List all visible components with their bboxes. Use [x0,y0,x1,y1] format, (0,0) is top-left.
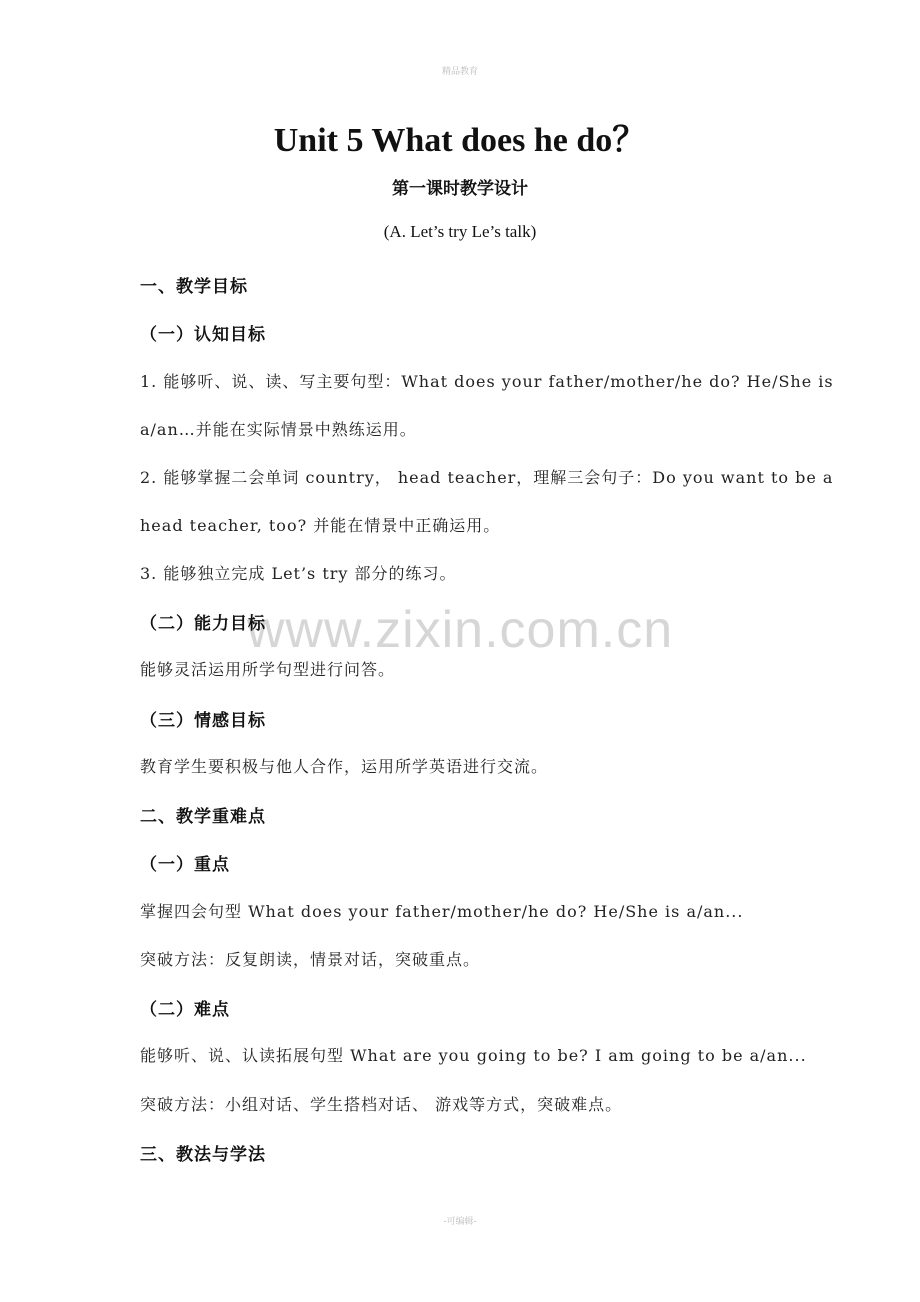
paragraph: 能够听、说、认读拓展句型 What are you going to be? I am going to be a/an... [140,1046,807,1065]
paragraph: 3. 能够独立完成 Let’s try 部分的练习。 [140,564,457,583]
paragraph: 突破方法：反复朗读，情景对话，突破重点。 [140,950,481,969]
section-heading-methods: 三、教法与学法 [140,1145,266,1165]
subsection-heading-ability: （二）能力目标 [140,614,266,634]
paragraph: a/an…并能在实际情景中熟练运用。 [140,420,417,439]
document-subtitle: 第一课时教学设计 [392,179,528,199]
paragraph: 能够灵活运用所学句型进行问答。 [140,660,396,679]
section-heading-objectives: 一、教学目标 [140,277,248,297]
subsection-heading-emotion: （三）情感目标 [140,711,266,731]
lesson-scope: (A. Let’s try Le’s talk) [383,222,537,241]
paragraph: 教育学生要积极与他人合作，运用所学英语进行交流。 [140,757,549,776]
watermark: www.zixin.com.cn [246,601,674,659]
paragraph: 突破方法：小组对话、学生搭档对话、 游戏等方式，突破难点。 [140,1095,623,1114]
paragraph: head teacher, too? 并能在情景中正确运用。 [140,516,501,535]
subsection-heading-cognitive: （一）认知目标 [140,325,266,345]
subsection-heading-focus: （一）重点 [140,855,230,875]
page-footer: -可编辑- [443,1217,477,1227]
document-title: Unit 5 What does he do？ [273,122,647,159]
subsection-heading-difficulty: （二）难点 [140,1000,230,1020]
paragraph: 2. 能够掌握二会单词 country， head teacher，理解三会句子：Do you want to be a [140,468,834,487]
page-header: 精品教育 [441,67,478,77]
section-heading-key-points: 二、教学重难点 [140,807,266,827]
paragraph: 1. 能够听、说、读、写主要句型：What does your father/mother/he do? He/She is [140,372,834,391]
paragraph: 掌握四会句型 What does your father/mother/he do? He/She is a/an... [140,902,744,921]
